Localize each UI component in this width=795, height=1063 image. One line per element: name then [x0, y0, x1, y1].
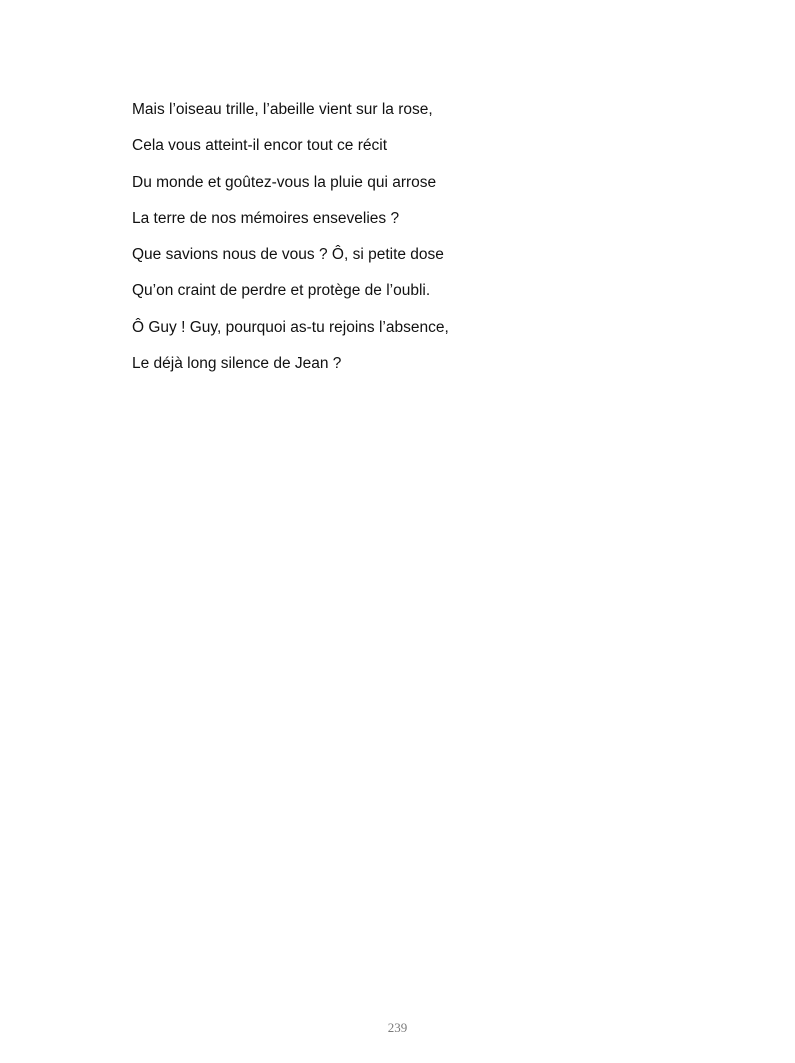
- verse-line: Mais l’oiseau trille, l’abeille vient sur la rose,: [132, 101, 433, 118]
- verse-line: Du monde et goûtez-vous la pluie qui arrose: [132, 173, 437, 191]
- verse-line: Cela vous atteint-il encor tout ce récit: [132, 137, 388, 155]
- verse-line: La terre de nos mémoires ensevelies ?: [132, 209, 400, 227]
- verse-line: Le déjà long silence de Jean ?: [132, 355, 342, 373]
- poem-stanza: [132, 99, 449, 389]
- verse-line: Ô Guy ! Guy, pourquoi as-tu rejoins l’absence,: [132, 318, 449, 336]
- verse-line: Que savions nous de vous ? Ô, si petite dose: [132, 246, 444, 264]
- verse-line: Qu’on craint de perdre et protège de l’oubli.: [132, 282, 431, 300]
- page-number: 239: [387, 1020, 408, 1035]
